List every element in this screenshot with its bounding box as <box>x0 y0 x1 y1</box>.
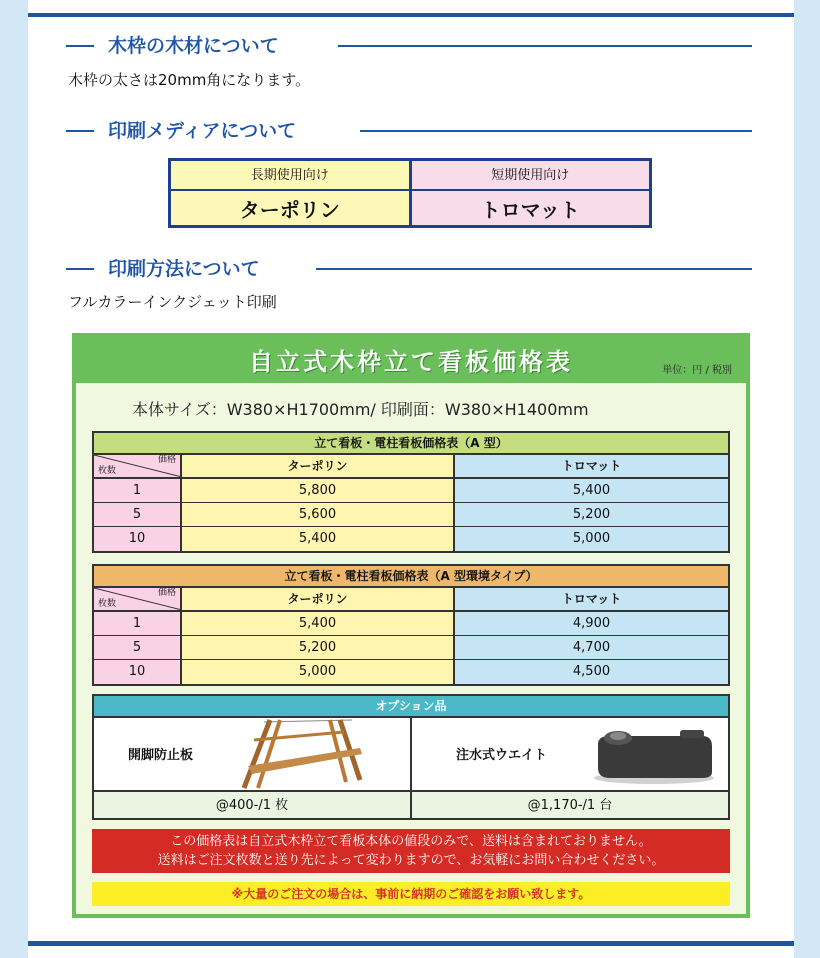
table-row <box>94 527 728 551</box>
option-price: @400-/1 枚 <box>94 790 410 818</box>
price-table-a <box>92 431 730 553</box>
tromat-price: 4,900 <box>455 612 728 635</box>
header-rule <box>338 45 752 47</box>
page <box>28 0 794 958</box>
qty-cell: 5 <box>94 636 182 659</box>
qty-cell: 10 <box>94 660 182 684</box>
price-title: 自立式木枠立て看板価格表 <box>249 348 573 376</box>
table-row <box>94 636 728 660</box>
qty-cell: 5 <box>94 503 182 526</box>
media-cell-tromat <box>409 161 650 225</box>
tromat-price: 4,500 <box>455 660 728 684</box>
option-name: 開脚防止板 <box>128 748 194 763</box>
corner-qty-label: 枚数 <box>98 466 117 476</box>
shipping-notice <box>92 829 730 873</box>
tromat-price: 5,000 <box>455 527 728 551</box>
col-header-tarpaulin: ターポリン <box>182 455 455 477</box>
media-usage-label: 短期使用向け <box>412 161 650 191</box>
corner-price-label: 価格 <box>157 588 176 598</box>
media-cell-tarpaulin <box>171 161 409 225</box>
unit-note: 単位：円 / 税別 <box>662 365 732 376</box>
col-header-tromat: トロマット <box>455 588 728 610</box>
table-row <box>94 479 728 503</box>
section-title-frame: 木枠の木材について <box>108 35 279 57</box>
price-table-b <box>92 564 730 686</box>
water-weight-image <box>590 724 718 786</box>
header-dash <box>66 130 94 132</box>
tarpaulin-price: 5,600 <box>182 503 455 526</box>
media-name: トロマット <box>480 197 580 222</box>
media-usage-label: 長期使用向け <box>171 161 409 191</box>
table-row <box>94 612 728 636</box>
tromat-price: 4,700 <box>455 636 728 659</box>
options-title: オプション品 <box>94 696 728 718</box>
option-name: 注水式ウエイト <box>456 748 548 763</box>
top-border <box>28 13 794 17</box>
wooden-stand-image <box>234 718 374 790</box>
header-dash <box>66 268 94 270</box>
header-rule <box>360 130 752 132</box>
corner-cell <box>94 588 182 610</box>
option-item <box>410 718 728 818</box>
header-rule <box>316 268 752 270</box>
tarpaulin-price: 5,400 <box>182 612 455 635</box>
corner-qty-label: 枚数 <box>98 599 117 609</box>
option-price: @1,170-/1 台 <box>412 790 728 818</box>
media-table <box>168 158 652 228</box>
table-header-row <box>94 455 728 479</box>
corner-labels <box>94 455 182 477</box>
qty-cell: 1 <box>94 612 182 635</box>
tromat-price: 5,400 <box>455 479 728 502</box>
qty-cell: 1 <box>94 479 182 502</box>
notice-line-1: この価格表は自立式木枠立て看板本体の値段のみで、送料は含まれておりません。 <box>170 834 652 849</box>
table-row <box>94 660 728 684</box>
options-table <box>92 694 730 820</box>
table-title: 立て看板・電柱看板価格表（A 型） <box>94 433 728 455</box>
frame-description: 木枠の太さは20mm角になります。 <box>68 71 311 89</box>
header-dash <box>66 45 94 47</box>
notice-line-2: 送料はご注文枚数と送り先によって変わりますので、お気軽にお問い合わせください。 <box>157 853 665 868</box>
col-header-tarpaulin: ターポリン <box>182 588 455 610</box>
media-name: ターポリン <box>239 197 340 222</box>
bottom-border <box>28 941 794 946</box>
tarpaulin-price: 5,000 <box>182 660 455 684</box>
section-title-method: 印刷方法について <box>108 258 260 280</box>
tarpaulin-price: 5,800 <box>182 479 455 502</box>
corner-price-label: 価格 <box>157 455 176 465</box>
section-header-method <box>66 257 752 281</box>
corner-labels <box>94 588 182 610</box>
section-title-media: 印刷メディアについて <box>108 120 297 142</box>
size-spec: 本体サイズ：W380×H1700mm/ 印刷面：W380×H1400mm <box>132 400 589 419</box>
qty-cell: 10 <box>94 527 182 551</box>
section-header-media <box>66 119 752 143</box>
price-panel <box>72 333 750 918</box>
corner-cell <box>94 455 182 477</box>
tarpaulin-price: 5,200 <box>182 636 455 659</box>
table-row <box>94 503 728 527</box>
tarpaulin-price: 5,400 <box>182 527 455 551</box>
method-description: フルカラーインクジェット印刷 <box>68 293 277 311</box>
bulk-order-warning: ※大量のご注文の場合は、事前に納期のご確認をお願い致します。 <box>92 882 730 906</box>
col-header-tromat: トロマット <box>455 455 728 477</box>
section-header-frame <box>66 34 752 58</box>
table-header-row <box>94 588 728 612</box>
tromat-price: 5,200 <box>455 503 728 526</box>
option-item <box>94 718 410 818</box>
table-title: 立て看板・電柱看板価格表（A 型環境タイプ） <box>94 566 728 588</box>
